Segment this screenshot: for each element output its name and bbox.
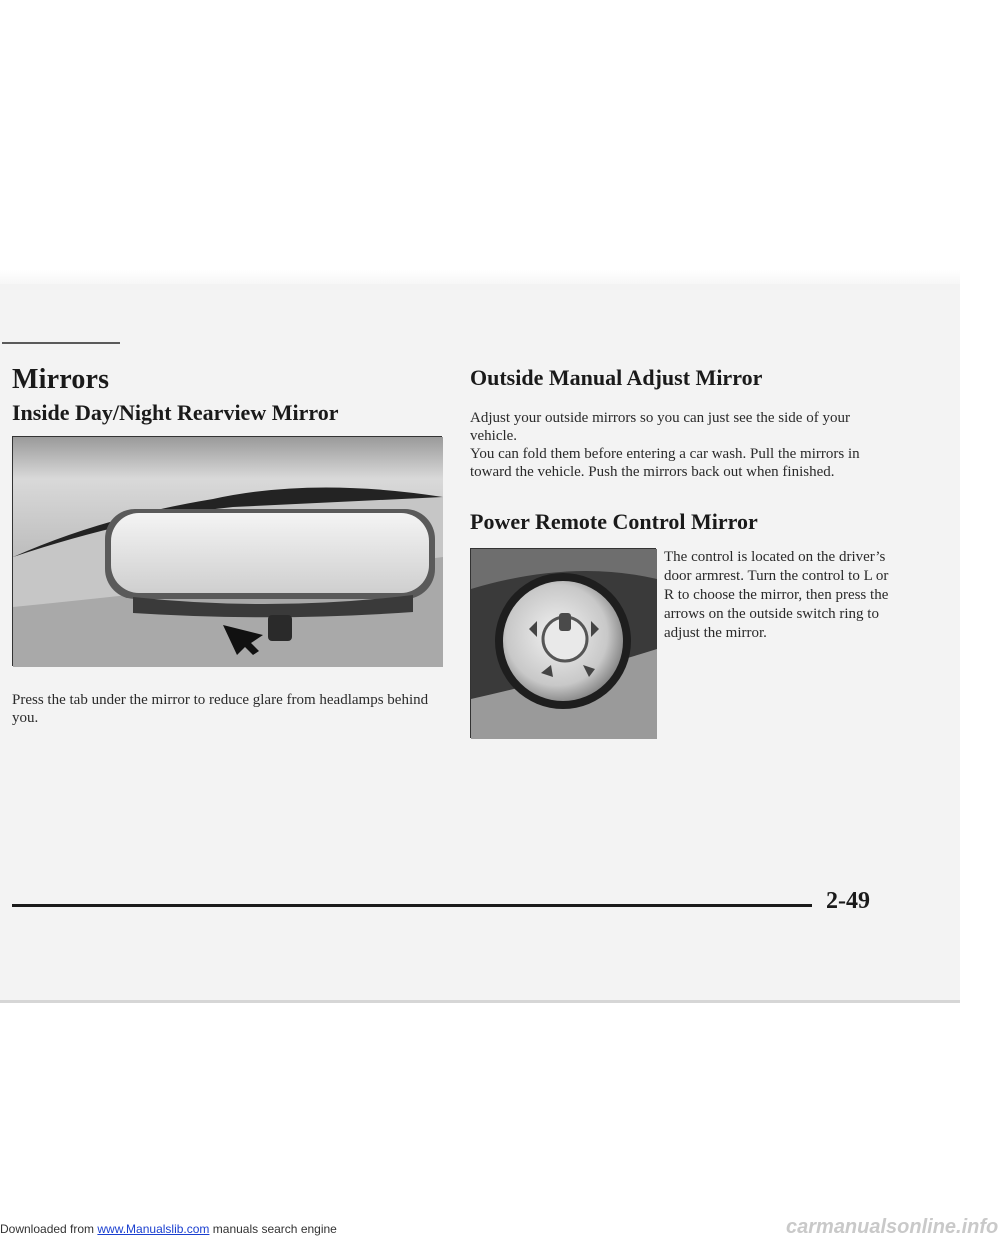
footer-prefix: Downloaded from [0,1222,98,1236]
control-location-text: The control is located on the driver’s door armrest. Turn the control to L or R to choose the mirror, then press the arrows on the outside switch ring to adjust the mirror. [664,549,889,641]
bottom-rule [12,904,812,907]
outside-mirror-heading: Outside Manual Adjust Mirror [470,365,763,390]
manualslib-link[interactable]: www.Manualslib.com [97,1222,210,1236]
page-number: 2-49 [826,888,870,914]
scan-edge [0,1000,960,1003]
carmanualsonline-logo: carmanualsonline.info [786,1216,998,1238]
top-rule [2,342,120,344]
adjust-text: Adjust your outside mirrors so you can just see the side of your vehicle. [470,410,850,444]
mirror-switch-photo [470,548,656,738]
mirror-switch-illustration [471,549,657,739]
footer-suffix: manuals search engine [209,1222,337,1236]
inside-mirror-heading: Inside Day/Night Rearview Mirror [12,400,339,425]
download-footer [0,1222,337,1236]
fold-text: You can fold them before entering a car wash. Pull the mirrors in toward the vehicle. Push the mirrors back out when finished. [470,446,860,480]
press-tab-text: Press the tab under the mirror to reduce glare from headlamps behind you. [12,692,429,726]
rearview-mirror-photo [12,436,442,666]
section-title: Mirrors [12,364,110,395]
rearview-mirror-illustration [13,437,443,667]
power-mirror-heading: Power Remote Control Mirror [470,509,758,534]
